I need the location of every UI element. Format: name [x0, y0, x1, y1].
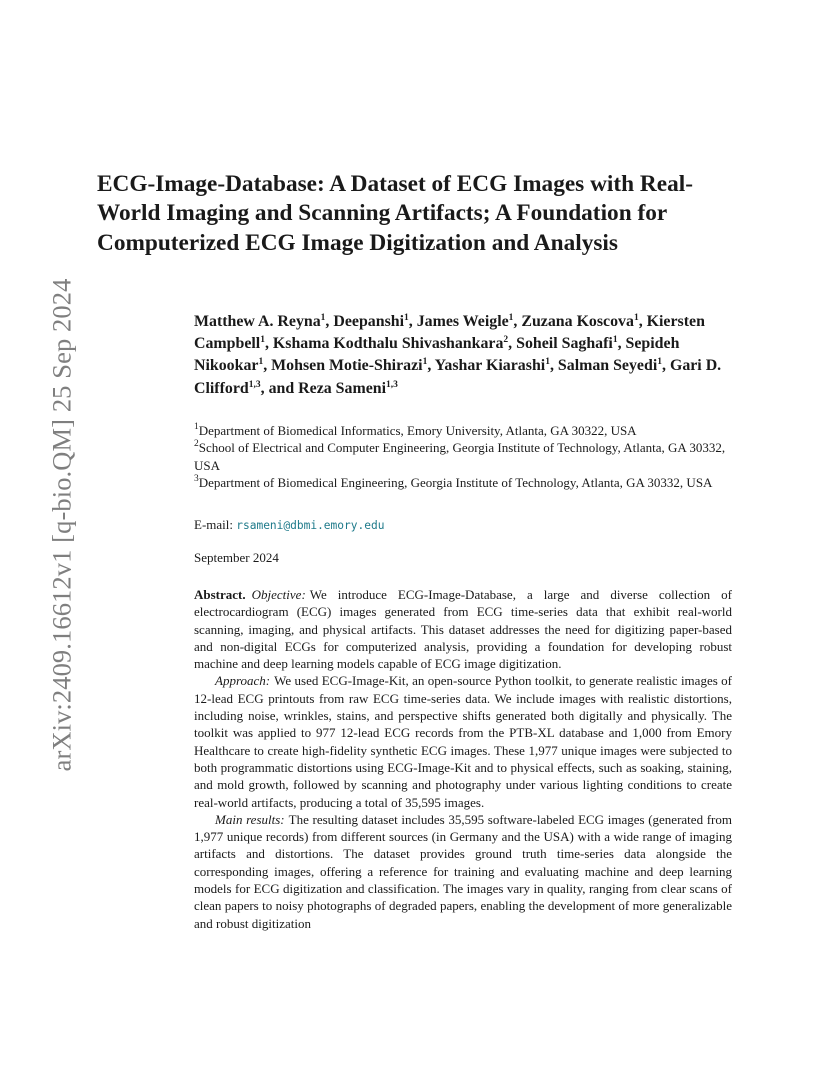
arxiv-identifier: arXiv:2409.16612v1 [q-bio.QM] 25 Sep 2024	[46, 278, 77, 772]
objective-text: We introduce ECG-Image-Database, a large and diverse collection of electrocardiogram (ECG) images generated from ECG time-series data that exhibit real-world scanning, imaging, and physical artifacts. This dataset addresses the need for digitizing paper-based and non-digital ECGs for computerized analysis, providing a foundation for developing robust machine and deep learning models capable of ECG image digitization.	[194, 587, 732, 672]
author-list: Matthew A. Reyna$^1$, Deepanshi$^1$, James Weigle$^1$, Zuzana Koscova$^1$, Kiersten Campbell$^1$, Kshama Kodthalu Shivashankara$^2$, Soheil Saghafi$^1$, Sepideh Nikookar$^1$, Mohsen Motie-Shirazi$^1$, Yashar Kiarashi$^1$, Salman Seyedi$^1$, Gari D. Clifford$^{1,3}$, and Reza Sameni$^{1,3}$	[194, 313, 722, 397]
abstract	[194, 586, 732, 932]
author-name: Yashar Kiarashi	[434, 357, 546, 375]
affiliation-text: Department of Biomedical Informatics, Emory University, Atlanta, GA 30322, USA	[198, 423, 637, 438]
author-affiliation-marker: 1	[508, 313, 514, 323]
author-affiliation-marker: 1	[633, 313, 639, 323]
author-affiliation-marker: 1	[320, 313, 326, 323]
publication-date: September 2024	[194, 550, 279, 565]
author-name: Gari D. Clifford	[194, 357, 722, 397]
author-name: Deepanshi	[333, 313, 405, 330]
author-affiliation-marker: 1	[612, 335, 618, 346]
approach-label: Approach:	[215, 673, 271, 689]
author-name: Matthew A. Reyna	[194, 313, 321, 330]
affiliation-marker: 3	[194, 473, 199, 484]
author-affiliation-marker: 1,3	[248, 379, 261, 390]
author-connector: and	[268, 379, 295, 397]
author-name: Salman Seyedi	[557, 357, 658, 375]
objective-label: Objective:	[251, 587, 306, 602]
email-label: E-mail:	[194, 517, 233, 532]
author-affiliation-marker: 1	[404, 313, 409, 323]
affiliation-3	[194, 474, 732, 491]
results-text: The resulting dataset includes 35,595 software-labeled ECG images (generated from 1,977 unique records) from different sources (in Germany and the USA) with a wide range of imaging artifacts and distortions. The dataset provides ground truth time-series data alongside the corresponding images, offering a reference for training and evaluating machine and deep learning models for ECG digitization and classification. The images vary in quality, ranging from clear scans of clean papers to noisy photographs of degraded papers, enabling the development of more generalizable and robust digitization	[194, 811, 732, 931]
abstract-results	[194, 811, 732, 932]
author-affiliation-marker: 1	[260, 335, 265, 346]
affiliation-2	[194, 439, 732, 474]
affiliation-marker: 1	[194, 422, 199, 432]
abstract-heading: Abstract.	[194, 587, 246, 602]
author-affiliation-marker: 2	[503, 335, 509, 346]
author-affiliation-marker: 1	[545, 357, 550, 368]
affiliation-1	[194, 422, 732, 439]
affiliations	[194, 422, 732, 491]
affiliation-marker: 2	[194, 439, 199, 450]
author-affiliation-marker: 1	[422, 357, 428, 368]
abstract-objective	[194, 586, 732, 672]
author-affiliation-marker: 1,3	[386, 379, 398, 390]
author-name: Kshama Kodthalu Shivashankara	[272, 335, 504, 353]
paper-title: ECG-Image-Database: A Dataset of ECG Images with Real-World Imaging and Scanning Artifacts; A Foundation for Computerized ECG Image Digitization and Analysis	[97, 171, 693, 256]
affiliation-text: Department of Biomedical Engineering, Georgia Institute of Technology, Atlanta, GA 30332, USA	[198, 474, 713, 490]
abstract-approach	[194, 672, 732, 810]
author-name: Reza Sameni	[298, 379, 386, 397]
author-name: Zuzana Koscova	[521, 313, 634, 330]
author-name: James Weigle	[416, 313, 509, 330]
author-affiliation-marker: 1	[657, 357, 662, 368]
author-affiliation-marker: 1	[258, 357, 264, 368]
author-name: Sepideh Nikookar	[194, 335, 680, 375]
author-name: Kiersten Campbell	[194, 313, 705, 353]
email-link[interactable]: rsameni@dbmi.emory.edu	[236, 519, 385, 532]
contact-email	[194, 517, 732, 533]
affiliation-text: School of Electrical and Computer Engineering, Georgia Institute of Technology, Atlanta, GA 30332, USA	[194, 440, 726, 473]
author-name: Mohsen Motie-Shirazi	[271, 357, 423, 375]
results-label: Main results:	[215, 811, 285, 827]
approach-text: We used ECG-Image-Kit, an open-source Python toolkit, to generate realistic images of 12-lead ECG printouts from raw ECG time-series data. We include images with realistic distortions, including noise, wrinkles, stains, and perspective shifts generated both digitally and physically. The toolkit was applied to 977 12-lead ECG records from the PTB-XL database and 1,000 from Emory Healthcare to create high-fidelity synthetic ECG images. These 1,977 unique images were subjected to both programmatic distortions using ECG-Image-Kit and to physical effects, such as soaking, staining, and mold growth, followed by scanning and photography under various lighting conditions to create real-world artifacts, producing a total of 35,595 images.	[194, 673, 732, 810]
author-name: Soheil Saghafi	[516, 335, 613, 353]
